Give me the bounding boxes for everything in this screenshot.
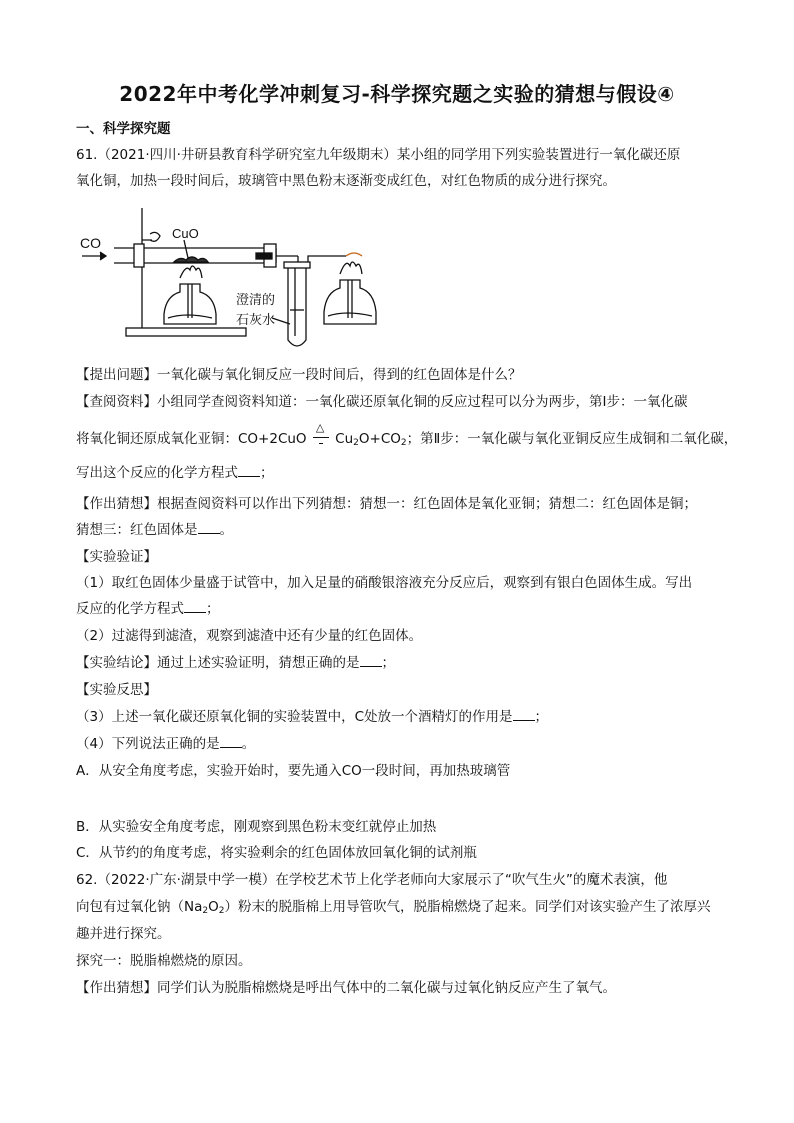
q61-step4 bbox=[76, 735, 255, 753]
hyp2-text: 猜想三：红色固体是 bbox=[76, 522, 198, 538]
answer-blank[interactable] bbox=[220, 735, 242, 748]
answer-blank[interactable] bbox=[360, 654, 382, 667]
stopper-left bbox=[134, 244, 144, 267]
info3-text: 写出这个反应的化学方程式 bbox=[76, 465, 238, 481]
stand-base bbox=[126, 328, 246, 336]
q62-text-b: O bbox=[208, 899, 219, 915]
punct: ； bbox=[206, 601, 220, 617]
q62-text-c: ）粉末的脱脂棉上用导管吹气，脱脂棉燃烧了起来。同学们对该实验产生了浓厚兴 bbox=[224, 899, 711, 915]
subscript: 2 bbox=[202, 906, 209, 916]
equation-product-cu: Cu bbox=[335, 431, 354, 447]
q62-line3: 趣并进行探究。 bbox=[76, 926, 171, 942]
limewater-label-2: 石灰水 bbox=[236, 313, 276, 328]
flame-right bbox=[346, 253, 362, 256]
clamp bbox=[142, 232, 160, 241]
cuo-powder bbox=[174, 257, 208, 262]
q61-intro-line2: 氧化铜，加热一段时间后，玻璃管中黑色粉末逐渐变成红色，对红色物质的成分进行探究。 bbox=[76, 173, 616, 189]
q61-step3 bbox=[76, 708, 548, 726]
subscript: 2 bbox=[218, 906, 225, 916]
heating-arrow bbox=[311, 421, 331, 446]
q62-line2 bbox=[76, 898, 710, 920]
q61-info-line3 bbox=[76, 464, 274, 482]
alcohol-lamp-left bbox=[164, 284, 216, 324]
q62-text-a: 向包有过氧化钠（Na bbox=[76, 899, 203, 915]
page-title: 2022年中考化学冲刺复习-科学探究题之实验的猜想与假设④ bbox=[119, 82, 675, 106]
heat-symbol: △ bbox=[315, 421, 325, 434]
rubber-connector bbox=[256, 253, 272, 259]
q61-option-c: C．从节约的角度考虑，将实验剩余的红色固体放回氧化铜的试剂瓶 bbox=[76, 845, 477, 861]
test-tube-stopper bbox=[284, 262, 310, 268]
q61-hypothesis-line2 bbox=[76, 521, 233, 539]
step4-text: （4）下列说法正确的是 bbox=[76, 736, 220, 752]
conclusion-text: 【实验结论】通过上述实验证明，猜想正确的是 bbox=[76, 655, 360, 671]
equation-product-co: O+CO bbox=[358, 431, 401, 447]
q62-line4: 探究一：脱脂棉燃烧的原因。 bbox=[76, 953, 252, 969]
answer-blank[interactable] bbox=[238, 464, 260, 477]
punct: ； bbox=[260, 465, 274, 481]
punct: 。 bbox=[219, 522, 233, 538]
q61-option-b: B．从实验安全角度考虑，刚观察到黑色粉末变红就停止加热 bbox=[76, 819, 437, 835]
equation-reactants: 将氧化铜还原成氧化亚铜：CO+2CuO bbox=[76, 431, 307, 447]
step3-text: （3）上述一氧化碳还原氧化铜的实验装置中，C处放一个酒精灯的作用是 bbox=[76, 709, 513, 725]
subscript: 2 bbox=[400, 438, 407, 448]
q61-intro-line1: 61.（2021·四川·井研县教育科学研究室九年级期末）某小组的同学用下列实验装置进行一氧化碳还原 bbox=[76, 147, 681, 163]
flame-left bbox=[180, 266, 202, 278]
q61-info-line2 bbox=[76, 421, 738, 452]
answer-blank[interactable] bbox=[513, 708, 535, 721]
punct: ； bbox=[534, 709, 549, 725]
step2-text: ；第Ⅱ步：一氧化碳与氧化亚铜反应生成铜和二氧化碳， bbox=[406, 431, 738, 447]
q61-option-a: A．从安全角度考虑，实验开始时，要先通入CO一段时间，再加热玻璃管 bbox=[76, 763, 511, 779]
answer-blank[interactable] bbox=[198, 521, 220, 534]
co-label: CO bbox=[80, 235, 101, 251]
q61-conclusion bbox=[76, 654, 395, 672]
q62-line1: 62.（2022·广东·湖景中学一模）在学校艺术节上化学老师向大家展示了“吹气生火”的魔术表演，他 bbox=[76, 872, 668, 888]
q61-verify-heading: 【实验验证】 bbox=[76, 549, 157, 565]
q61-step1-line1: （1）取红色固体少量盛于试管中，加入足量的硝酸银溶液充分反应后，观察到有银白色固体生成。写出 bbox=[76, 575, 693, 591]
test-tube bbox=[288, 266, 306, 346]
section-heading: 一、科学探究题 bbox=[76, 121, 171, 137]
apparatus-figure bbox=[76, 200, 396, 356]
step1b-text: 反应的化学方程式 bbox=[76, 601, 184, 617]
q61-question: 【提出问题】一氧化碳与氧化铜反应一段时间后，得到的红色固体是什么？ bbox=[76, 367, 522, 383]
alcohol-lamp-right bbox=[324, 280, 376, 324]
limewater-label-1: 澄清的 bbox=[236, 293, 276, 308]
punct: 。 bbox=[241, 736, 256, 752]
q61-reflect-heading: 【实验反思】 bbox=[76, 682, 157, 698]
cuo-label: CuO bbox=[172, 226, 199, 241]
punct: ； bbox=[381, 655, 395, 671]
subscript: 2 bbox=[353, 438, 359, 448]
q61-hypothesis-line1: 【作出猜想】根据查阅资料可以作出下列猜想：猜想一：红色固体是氧化亚铜；猜想二：红色固体是铜； bbox=[76, 496, 697, 512]
q61-step2: （2）过滤得到滤渣，观察到滤渣中还有少量的红色固体。 bbox=[76, 628, 423, 644]
q62-line5: 【作出猜想】同学们认为脱脂棉燃烧是呼出气体中的二氧化碳与过氧化钠反应产生了氧气。 bbox=[76, 980, 616, 996]
answer-blank[interactable] bbox=[184, 600, 206, 613]
q61-info-line1: 【查阅资料】小组同学查阅资料知道：一氧化碳还原氧化铜的反应过程可以分为两步，第Ⅰ步：一氧化碳 bbox=[76, 394, 688, 410]
q61-step1-line2 bbox=[76, 600, 220, 618]
